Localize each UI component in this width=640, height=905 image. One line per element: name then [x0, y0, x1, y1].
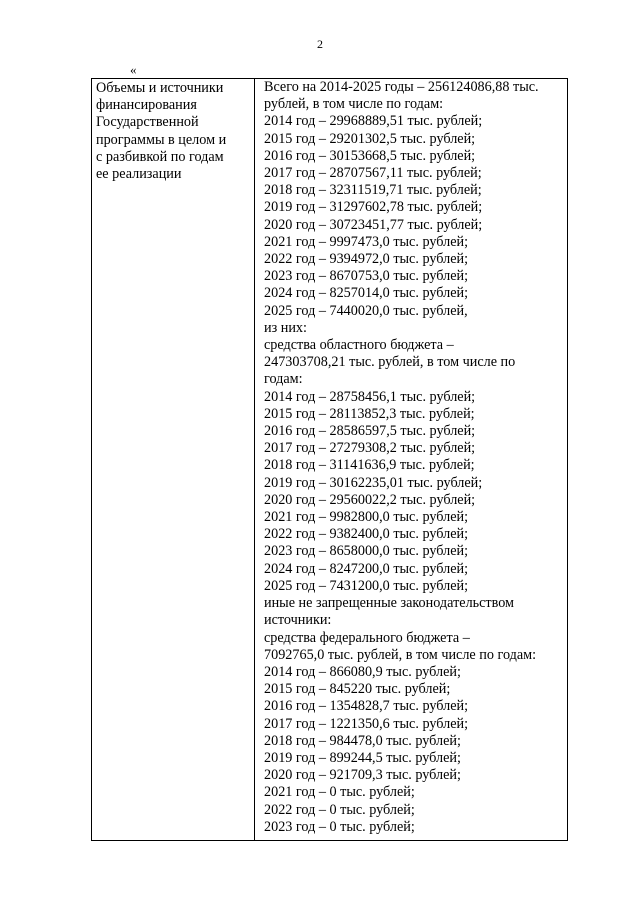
table-cell-line: 2015 год – 845220 тыс. рублей;: [264, 681, 451, 698]
table-cell-line: 2023 год – 8670753,0 тыс. рублей;: [264, 268, 469, 285]
table-cell-line: 2022 год – 0 тыс. рублей;: [264, 801, 415, 818]
table-cell-line: 2018 год – 32311519,71 тыс. рублей;: [264, 182, 482, 199]
table-cell-line: 2014 год – 866080,9 тыс. рублей;: [264, 663, 461, 680]
table-cell-line: 2019 год – 30162235,01 тыс. рублей;: [264, 474, 483, 491]
table-cell-line: 2014 год – 28758456,1 тыс. рублей;: [264, 388, 476, 405]
table-cell-line: Объемы и источники: [96, 80, 224, 96]
table-cell-line: 2019 год – 31297602,78 тыс. рублей;: [264, 199, 483, 216]
table-cell-line: 2017 год – 1221350,6 тыс. рублей;: [264, 715, 469, 732]
table-cell-line: 2014 год – 29968889,51 тыс. рублей;: [264, 113, 483, 130]
table-cell-line: программы в целом и: [96, 131, 227, 148]
table-cell-line: 2017 год – 27279308,2 тыс. рублей;: [264, 440, 476, 457]
table-cell-line: 2019 год – 899244,5 тыс. рублей;: [264, 749, 461, 766]
table-cell-line: иные не запрещенные законодательством: [264, 595, 515, 612]
table-cell-line: 2021 год – 9997473,0 тыс. рублей;: [264, 233, 469, 250]
table-cell-line: 2015 год – 28113852,3 тыс. рублей;: [264, 405, 475, 422]
table-cell-line: рублей, в том числе по годам:: [264, 96, 444, 113]
table-cell-line: ее реализации: [96, 166, 182, 183]
table-cell-line: средства федерального бюджета –: [264, 629, 470, 646]
table-cell-line: 2021 год – 9982800,0 тыс. рублей;: [264, 509, 469, 526]
table-cell-line: годам:: [264, 371, 303, 388]
table-cell-line: 2022 год – 9382400,0 тыс. рублей;: [264, 526, 469, 543]
table-cell-line: 2025 год – 7440020,0 тыс. рублей,: [264, 302, 468, 319]
table-cell-line: Государственной: [96, 114, 199, 131]
table-cell-line: 2015 год – 29201302,5 тыс. рублей;: [264, 130, 476, 147]
table-cell-line: 2023 год – 8658000,0 тыс. рублей;: [264, 543, 469, 560]
table-cell-line: 2022 год – 9394972,0 тыс. рублей;: [264, 251, 469, 268]
financing-table: [91, 78, 568, 841]
table-cell-line: с разбивкой по годам: [96, 148, 224, 165]
table-cell-line: 2017 год – 28707567,11 тыс. рублей;: [264, 165, 482, 182]
table-cell-line: 2021 год – 0 тыс. рублей;: [264, 784, 415, 801]
table-cell-line: финансирования: [96, 97, 197, 114]
table-cell-line: Всего на 2014-2025 годы – 256124086,88 тыс.: [264, 79, 539, 95]
table-cell-line: 2018 год – 984478,0 тыс. рублей;: [264, 732, 461, 749]
table-cell-line: 2020 год – 30723451,77 тыс. рублей;: [264, 216, 483, 233]
table-cell-line: 2016 год – 1354828,7 тыс. рублей;: [264, 698, 469, 715]
table-cell-line: средства областного бюджета –: [264, 337, 454, 354]
table-cell-line: из них:: [264, 319, 307, 336]
table-cell-line: 2018 год – 31141636,9 тыс. рублей;: [264, 457, 475, 474]
table-cell-line: 2023 год – 0 тыс. рублей;: [264, 818, 415, 835]
table-label-cell: [92, 79, 255, 840]
table-cell-line: 2020 год – 921709,3 тыс. рублей;: [264, 767, 461, 784]
table-cell-line: 7092765,0 тыс. рублей, в том числе по годам:: [264, 646, 537, 663]
table-content-cell: [255, 79, 567, 840]
table-cell-line: 2016 год – 28586597,5 тыс. рублей;: [264, 423, 476, 440]
table-cell-line: 2024 год – 8257014,0 тыс. рублей;: [264, 285, 469, 302]
page-number: 2: [317, 37, 323, 51]
opening-quote-mark: «: [130, 62, 137, 77]
table-cell-line: 247303708,21 тыс. рублей, в том числе по: [264, 354, 516, 371]
table-cell-line: 2020 год – 29560022,2 тыс. рублей;: [264, 491, 476, 508]
table-cell-line: 2024 год – 8247200,0 тыс. рублей;: [264, 560, 469, 577]
table-cell-line: 2025 год – 7431200,0 тыс. рублей;: [264, 577, 469, 594]
table-cell-line: 2016 год – 30153668,5 тыс. рублей;: [264, 147, 476, 164]
table-cell-line: источники:: [264, 612, 332, 629]
